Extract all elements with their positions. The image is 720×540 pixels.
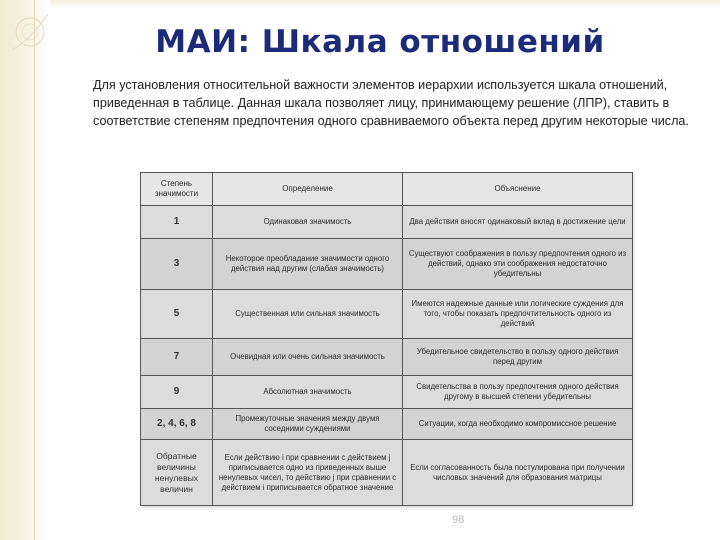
explanation-cell: Существуют соображения в пользу предпочтения одного из действий, однако эти соображения недостаточно убедительны [403, 238, 633, 289]
table-header-row [141, 173, 633, 206]
table-row [141, 440, 633, 506]
table-row [141, 376, 633, 409]
table-row [141, 238, 633, 289]
left-decoration-band [0, 0, 50, 540]
table-row [141, 339, 633, 376]
degree-cell: Обратные величины ненулевых величин [141, 440, 213, 506]
explanation-cell: Свидетельства в пользу предпочтения одного действия другому в высшей степени убедительны [403, 376, 633, 409]
degree-cell: 9 [141, 376, 213, 409]
definition-cell: Очевидная или очень сильная значимость [213, 339, 403, 376]
scale-table [140, 172, 633, 506]
scale-table-container [140, 172, 632, 506]
degree-cell: 5 [141, 290, 213, 339]
definition-cell: Одинаковая значимость [213, 205, 403, 238]
definition-cell: Некоторое преобладание значимости одного действия над другим (слабая значимость) [213, 238, 403, 289]
definition-cell: Если действию i при сравнении с действием j приписывается одно из приведенных выше ненулевых чисел, то действию j при сравнении с действием i приписывается обратное значение [213, 440, 403, 506]
explanation-cell: Если согласованность была постулирована при получении числовых значений для образования матрицы [403, 440, 633, 506]
table-row [141, 409, 633, 440]
header-explanation: Объяснение [403, 173, 633, 206]
degree-cell: 2, 4, 6, 8 [141, 409, 213, 440]
slide-title: МАИ: Шкала отношений [155, 24, 605, 60]
explanation-cell: Имеются надежные данные или логические суждения для того, чтобы показать предпочтительность одного из действий [403, 290, 633, 339]
header-degree: Степень значимости [141, 173, 213, 206]
explanation-cell: Два действия вносят одинаковый вклад в достижение цели [403, 205, 633, 238]
left-decoration-line [34, 0, 35, 540]
definition-cell: Абсолютная значимость [213, 376, 403, 409]
header-definition: Определение [213, 173, 403, 206]
page-number: 98 [452, 514, 465, 526]
corner-ornament-icon [8, 10, 68, 70]
table-row [141, 205, 633, 238]
table-row [141, 290, 633, 339]
degree-cell: 7 [141, 339, 213, 376]
explanation-cell: Ситуации, когда необходимо компромиссное решение [403, 409, 633, 440]
explanation-cell: Убедительное свидетельство в пользу одного действия перед другим [403, 339, 633, 376]
degree-cell: 3 [141, 238, 213, 289]
definition-cell: Существенная или сильная значимость [213, 290, 403, 339]
definition-cell: Промежуточные значения между двумя соседними суждениями [213, 409, 403, 440]
top-decoration [0, 0, 720, 8]
intro-paragraph: Для установления относительной важности элементов иерархии используется шкала отношений, приведенная в таблице. Данная шкала позволяет лицу, принимающему решение (ЛПР), ставить в соответствие степеням предпочтения одного сравниваемого объекта перед другим некоторые числа. [93, 78, 689, 128]
degree-cell: 1 [141, 205, 213, 238]
